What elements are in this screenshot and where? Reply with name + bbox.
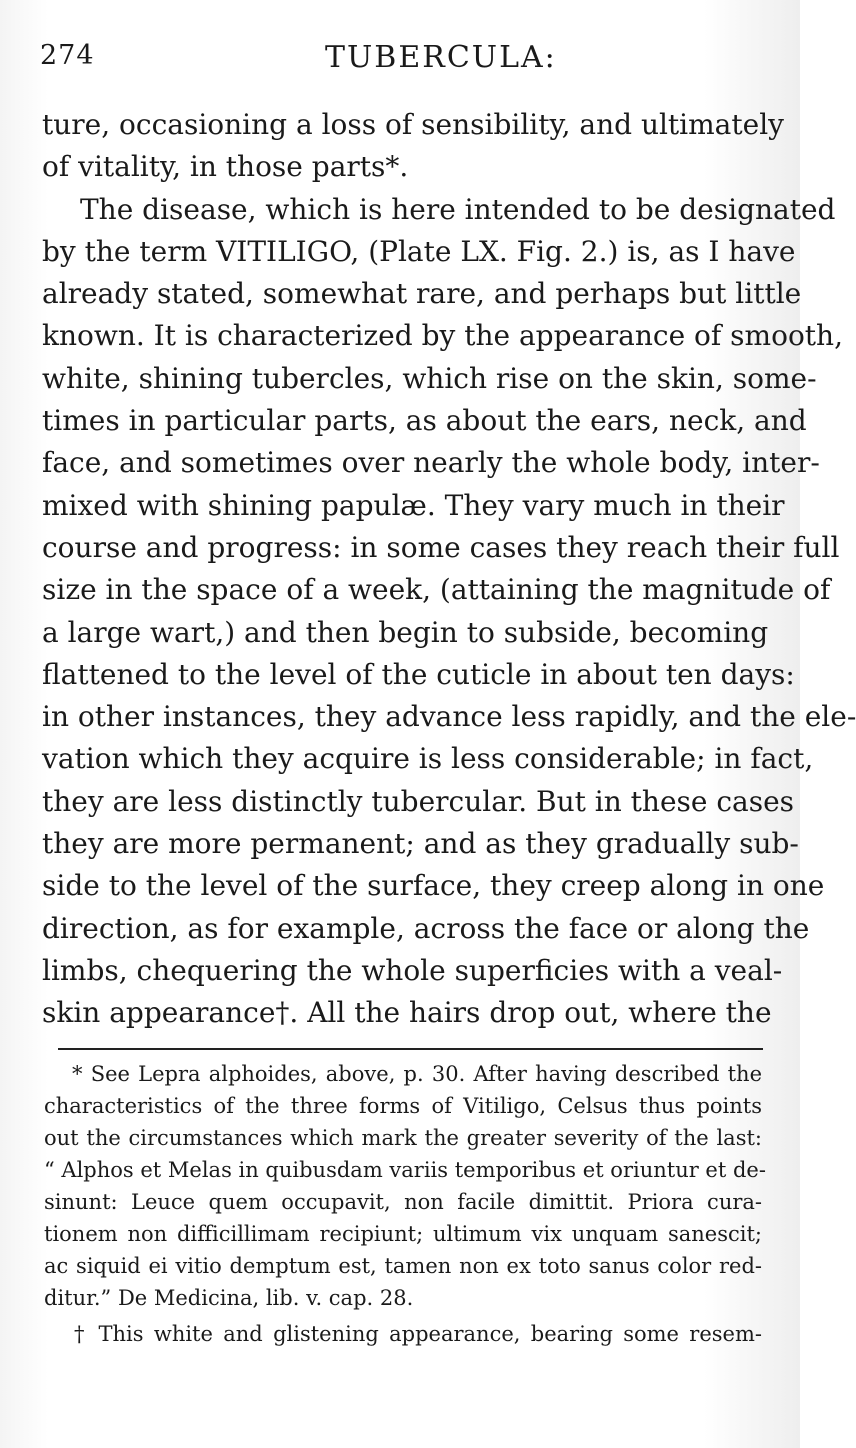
footnote-line: sinunt: Leuce quem occupavit, non facile dimittit. Priora cura-	[44, 1190, 762, 1214]
page-number: 274	[40, 40, 95, 71]
page-header	[40, 40, 760, 80]
body-line: of vitality, in those parts*.	[42, 150, 409, 184]
body-line: size in the space of a week, (attaining the magnitude of	[42, 573, 831, 607]
body-line: mixed with shining papulæ. They vary much in their	[42, 488, 785, 522]
body-line: in other instances, they advance less rapidly, and the ele-	[42, 700, 856, 734]
body-line: by the term VITILIGO, (Plate LX. Fig. 2.) is, as I have	[42, 234, 796, 268]
footnote-line: tionem non difficillimam recipiunt; ultimum vix unquam sanescit;	[44, 1222, 762, 1246]
body-line: they are more permanent; and as they gradually sub-	[42, 827, 799, 861]
body-line: face, and sometimes over nearly the whole body, inter-	[42, 446, 820, 480]
footnotes	[44, 1058, 766, 1350]
footnote-line: out the circumstances which mark the greater severity of the last:	[44, 1126, 762, 1150]
body-line: times in particular parts, as about the ears, neck, and	[42, 404, 807, 438]
body-line: skin appearance†. All the hairs drop out, where the	[42, 996, 772, 1030]
footnote-rule	[58, 1048, 763, 1050]
body-text	[42, 104, 856, 1035]
body-line: side to the level of the surface, they creep along in one	[42, 869, 825, 903]
body-line: The disease, which is here intended to be designated	[80, 192, 836, 226]
body-line: they are less distinctly tubercular. But in these cases	[42, 784, 795, 818]
footnote-line: characteristics of the three forms of Vitiligo, Celsus thus points	[44, 1094, 762, 1118]
body-line: direction, as for example, across the face or along the	[42, 911, 810, 945]
body-line: a large wart,) and then begin to subside, becoming	[42, 615, 769, 649]
running-head: TUBERCULA:	[325, 40, 557, 75]
body-line: vation which they acquire is less considerable; in fact,	[42, 742, 814, 776]
footnote-line: ditur.” De Medicina, lib. v. cap. 28.	[44, 1286, 414, 1310]
body-line: limbs, chequering the whole superficies with a veal-	[42, 953, 783, 987]
body-line: flattened to the level of the cuticle in about ten days:	[42, 657, 795, 691]
body-line: course and progress: in some cases they reach their full	[42, 530, 840, 564]
body-line: already stated, somewhat rare, and perhaps but little	[42, 277, 802, 311]
footnote-line: * See Lepra alphoides, above, p. 30. After having described the	[72, 1062, 762, 1086]
footnote-line: ac siquid ei vitio demptum est, tamen non ex toto sanus color red-	[44, 1254, 762, 1278]
body-line: white, shining tubercles, which rise on the skin, some-	[42, 361, 817, 395]
footnote-line: “ Alphos et Melas in quibusdam variis temporibus et oriuntur et de-	[44, 1158, 766, 1182]
body-line: ture, occasioning a loss of sensibility, and ultimately	[42, 108, 784, 141]
footnote-line: † This white and glistening appearance, bearing some resem-	[74, 1322, 762, 1346]
body-line: known. It is characterized by the appearance of smooth,	[42, 319, 843, 353]
